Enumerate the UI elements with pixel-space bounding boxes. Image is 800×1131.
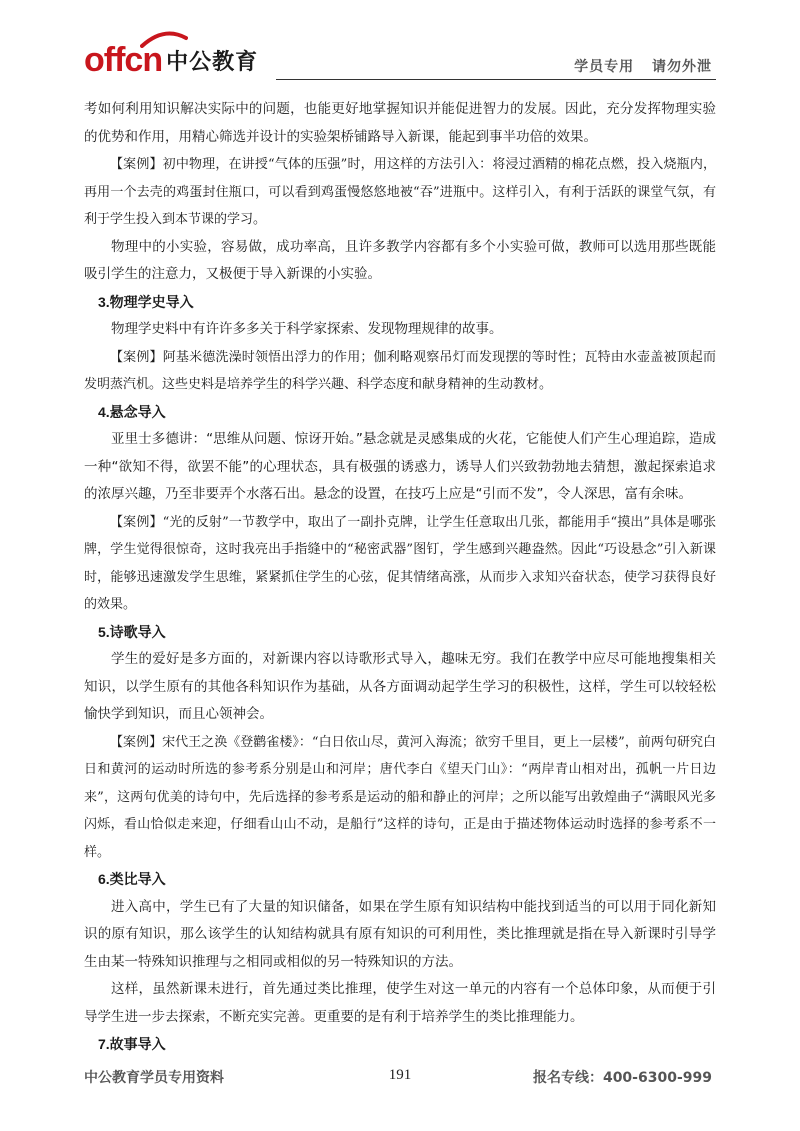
section-heading: 4.悬念导入 (98, 403, 166, 420)
case-example: 【案例】宋代王之涣《登鹳雀楼》：“白日依山尽，黄河入海流；欲穷千里目，更上一层楼”，前两句研究白日和黄河的运动时所选的参考系分别是山和河岸；唐代李白《望天门山》：“两岸青山相对出，孤帆一片日边来”，这两句优美的诗句中，先后选择的参考系是运动的船和静止的河岸；之所以能写出敦煌曲子“满眼风光多闪烁，看山恰似走来迎，仔细看山山不动，是船行”这样的诗句，正是由于描述物体运动时选择的参考系不一样。 (84, 734, 716, 860)
page-header (84, 30, 716, 82)
paragraph: 进入高中，学生已有了大量的知识储备，如果在学生原有知识结构中能找到适当的可以用于同化新知识的原有知识，那么该学生的认知结构就具有原有知识的可利用性，类比推理就是指在导入新课时引导学生由某一特殊知识推理与之相同或相似的另一特殊知识的方法。 (84, 898, 716, 970)
case-example: 【案例】阿基米德洗澡时领悟出浮力的作用；伽利略观察吊灯而发现摆的等时性；瓦特由水壶盖被顶起而发明蒸汽机。这些史料是培养学生的科学兴趣、科学态度和献身精神的生动教材。 (84, 349, 716, 392)
offcn-logo (84, 36, 258, 80)
page-content (84, 96, 716, 1059)
section-heading: 7.故事导入 (98, 1036, 166, 1052)
case-example: 【案例】“光的反射”一节教学中，取出了一副扑克牌，让学生任意取出几张，都能用手“摸出”具体是哪张牌，学生觉得很惊奇，这时我亮出手指缝中的“秘密武器”图钉，学生感到兴趣盎然。因此“巧设悬念”引入新课时，能够迅速激发学生思维，紧紧抓住学生的心弦，促其情绪高涨，从而步入求知兴奋状态，使学习获得良好的效果。 (84, 514, 716, 612)
case-example: 【案例】初中物理，在讲授“气体的压强”时，用这样的方法引入：将浸过酒精的棉花点燃，投入烧瓶内，再用一个去壳的鸡蛋封住瓶口，可以看到鸡蛋慢悠悠地被“吞”进瓶中。这样引入，有利于活跃的课堂气氛，有利于学生投入到本节课的学习。 (84, 157, 716, 227)
paragraph: 考如何利用知识解决实际中的问题，也能更好地掌握知识并能促进智力的发展。因此，充分发挥物理实验的优势和作用，用精心筛选并设计的实验架桥铺路导入新课，能起到事半功倍的效果。 (84, 101, 716, 145)
paragraph: 物理中的小实验，容易做，成功率高，且许多教学内容都有多个小实验可做，教师可以选用那些既能吸引学生的注意力，又极便于导入新课的小实验。 (84, 238, 716, 282)
brand-en: offcn (84, 41, 163, 79)
section-heading: 6.类比导入 (98, 871, 166, 887)
tag-student-only: 学员专用 (574, 59, 635, 75)
hotline: 报名专线：400-6300-999 (532, 1070, 712, 1086)
page-footer (84, 1067, 716, 1091)
section-heading: 5.诗歌导入 (98, 623, 166, 640)
paragraph: 物理学史料中有许许多多关于科学家探索、发现物理规律的故事。 (111, 321, 503, 337)
page-number: 191 (388, 1067, 412, 1083)
section-heading: 3.物理学史导入 (98, 293, 194, 310)
paragraph: 这样，虽然新课未进行，首先通过类比推理，使学生对这一单元的内容有一个总体印象，从而便于引导学生进一步去探索，不断充实完善。更重要的是有利于培养学生的类比推理能力。 (84, 981, 716, 1025)
paragraph: 亚里士多德讲：“思维从问题、惊讶开始。”悬念就是灵感集成的火花，它能使人们产生心理追踪，造成一种“欲知不得，欲罢不能”的心理状态，具有极强的诱惑力，诱导人们兴致勃勃地去猜想，激起探索追求的浓厚兴趣，乃至非要弄个水落石出。悬念的设置，在技巧上应是“引而不发”，令人深思，富有余味。 (84, 431, 716, 502)
paragraph: 学生的爱好是多方面的，对新课内容以诗歌形式导入，趣味无穷。我们在教学中应尽可能地搜集相关知识，以学生原有的其他各科知识作为基础，从各方面调动起学生学习的积极性，这样，学生可以较轻松愉快学到知识，而且心领神会。 (84, 651, 716, 722)
footer-label: 中公教育学员专用资料 (84, 1070, 224, 1086)
header-rule (276, 79, 716, 80)
header-tags (562, 56, 712, 76)
tag-no-leak: 请勿外泄 (652, 59, 712, 75)
brand-cn: 中公教育 (166, 50, 259, 75)
